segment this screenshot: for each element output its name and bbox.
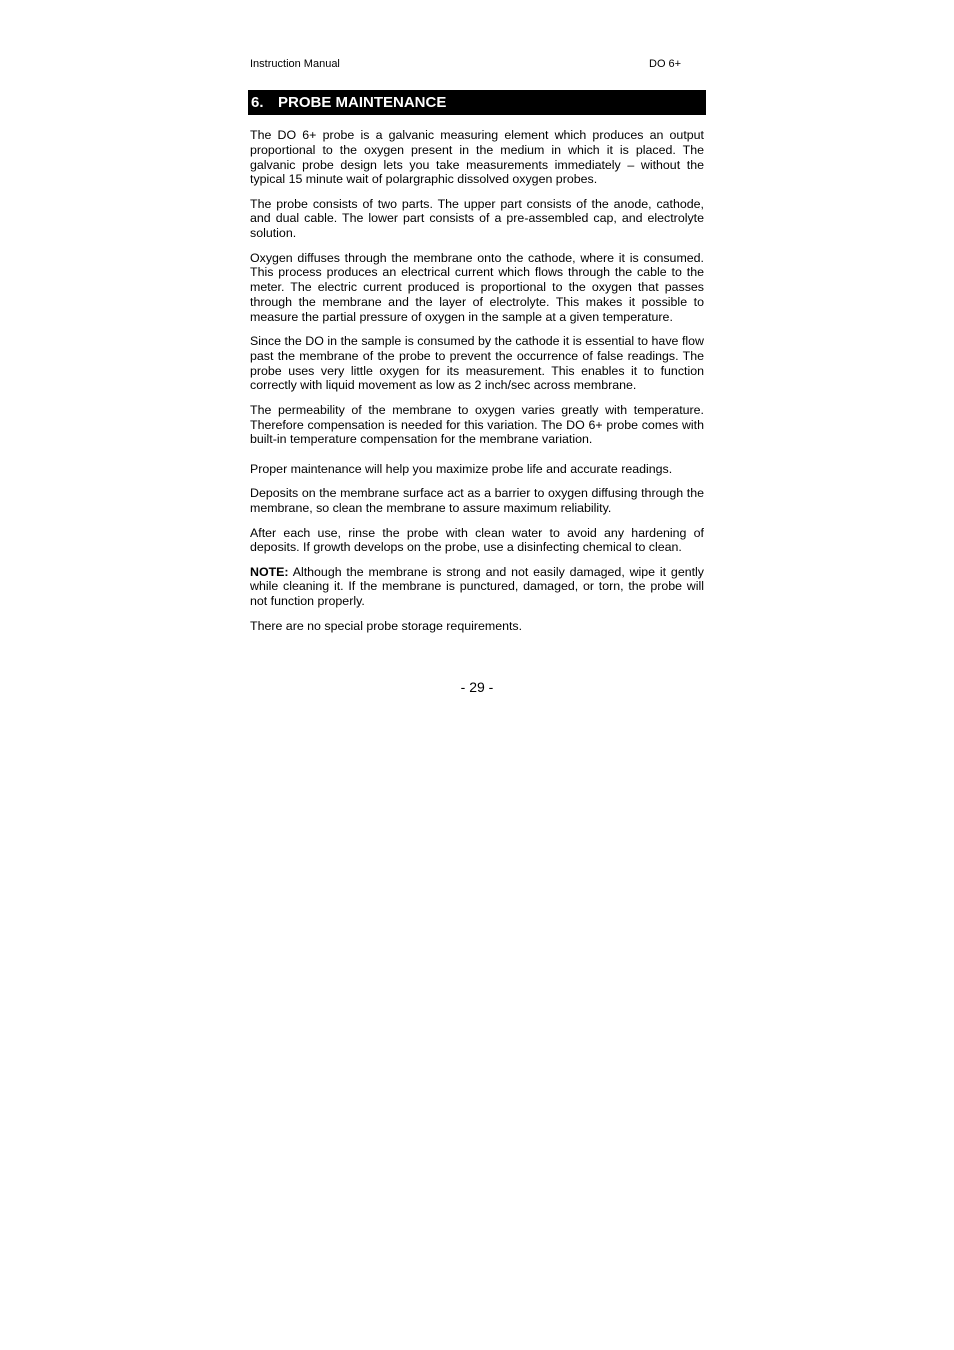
header-manual-title: Instruction Manual bbox=[250, 58, 340, 70]
section-number: 6. bbox=[251, 94, 264, 111]
header-product-name: DO 6+ bbox=[649, 58, 682, 70]
paragraph-rinse-after-use: After each use, rinse the probe with clean water to avoid any hardening of deposits. If growth develops on the probe, use a disinfecting chemical to clean. bbox=[250, 525, 704, 555]
section-title: PROBE MAINTENANCE bbox=[278, 94, 447, 111]
paragraph-membrane-deposits: Deposits on the membrane surface act as a barrier to oxygen diffusing through the membrane, so clean the membrane to assure maximum reliability. bbox=[250, 486, 704, 516]
section-body bbox=[250, 128, 704, 643]
page-number: - 29 - bbox=[460, 679, 494, 695]
note-text: Although the membrane is strong and not easily damaged, wipe it gently while cleaning it. If the membrane is punctured, damaged, or torn, the probe will not function properly. bbox=[250, 564, 704, 609]
paragraph-flow-requirement: Since the DO in the sample is consumed by the cathode it is essential to have flow past the membrane of the probe to prevent the occurrence of false readings. The probe uses very little oxygen for its measurement. This enables it to function correctly with liquid movement as low as 2 inch/sec across membrane. bbox=[250, 334, 704, 393]
paragraph-proper-maintenance: Proper maintenance will help you maximize probe life and accurate readings. bbox=[250, 462, 673, 477]
section-heading bbox=[248, 90, 706, 115]
paragraph-galvanic-probe: The DO 6+ probe is a galvanic measuring element which produces an output proportional to the oxygen present in the medium in which it is placed. The galvanic probe design lets you take measurements immediately – without the typical 15 minute wait of polargraphic dissolved oxygen probes. bbox=[250, 128, 704, 187]
note-label: NOTE: bbox=[250, 564, 289, 579]
paragraph-oxygen-diffusion: Oxygen diffuses through the membrane onto the cathode, where it is consumed. This process produces an electrical current which flows through the cable to the meter. The electric current produced is proportional to the oxygen that passes through the membrane and the layer of electrolyte. This makes it possible to measure the partial pressure of oxygen in the sample at a given temperature. bbox=[250, 250, 704, 324]
paragraph-storage: There are no special probe storage requirements. bbox=[250, 618, 523, 633]
paragraph-note bbox=[250, 565, 704, 609]
paragraph-probe-parts: The probe consists of two parts. The upper part consists of the anode, cathode, and dual cable. The lower part consists of a pre-assembled cap, and electrolyte solution. bbox=[250, 196, 704, 241]
paragraph-temperature-compensation: The permeability of the membrane to oxygen varies greatly with temperature. Therefore compensation is needed for this variation. The DO 6+ probe comes with built-in temperature compensation for the membrane variation. bbox=[250, 402, 704, 447]
